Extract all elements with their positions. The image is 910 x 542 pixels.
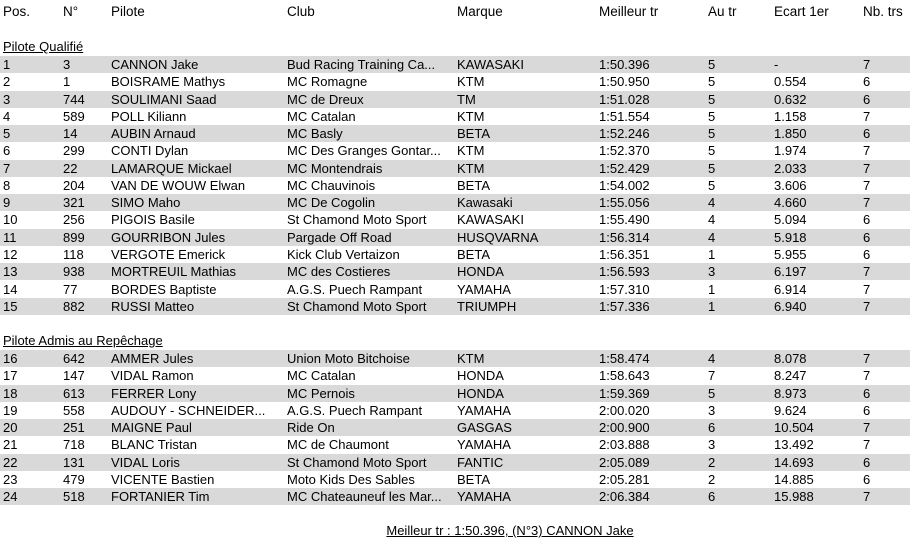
row-marque: HONDA xyxy=(457,264,504,280)
row-nb-trs: 7 xyxy=(863,160,871,176)
row-best-lap: 1:58.643 xyxy=(599,368,650,384)
row-au-tr: 3 xyxy=(708,264,716,280)
row-au-tr: 5 xyxy=(708,160,716,176)
row-best-lap: 1:52.370 xyxy=(599,143,650,159)
row-marque: YAMAHA xyxy=(457,281,511,297)
row-club: Moto Kids Des Sables xyxy=(287,471,415,487)
row-club: Pargade Off Road xyxy=(287,229,392,245)
row-best-lap: 1:55.056 xyxy=(599,195,650,211)
row-number: 204 xyxy=(63,177,85,193)
row-club: MC des Costieres xyxy=(287,264,391,280)
row-pilote: AUBIN Arnaud xyxy=(111,126,196,142)
row-pos: 9 xyxy=(3,195,11,211)
row-pos: 1 xyxy=(3,57,11,72)
row-pilote: AMMER Jules xyxy=(111,351,194,366)
row-marque: BETA xyxy=(457,471,490,487)
row-marque: Kawasaki xyxy=(457,195,513,211)
row-au-tr: 5 xyxy=(708,143,716,159)
table-row xyxy=(0,281,910,298)
row-ecart: 13.492 xyxy=(774,437,814,453)
row-club: MC Montendrais xyxy=(287,160,383,176)
row-best-lap: 1:58.474 xyxy=(599,351,650,366)
row-best-lap: 2:05.089 xyxy=(599,454,650,470)
row-club: MC Chateauneuf les Mar... xyxy=(287,489,442,505)
row-pos: 22 xyxy=(3,454,18,470)
row-best-lap: 2:05.281 xyxy=(599,471,650,487)
table-header xyxy=(0,3,910,21)
table-row xyxy=(0,108,910,125)
row-marque: KAWASAKI xyxy=(457,57,524,72)
row-pilote: FORTANIER Tim xyxy=(111,489,210,505)
row-pilote: VICENTE Bastien xyxy=(111,471,215,487)
header-club: Club xyxy=(287,4,315,19)
table-row xyxy=(0,211,910,228)
row-pos: 13 xyxy=(3,264,18,280)
row-best-lap: 1:59.369 xyxy=(599,385,650,401)
row-number: 613 xyxy=(63,385,85,401)
row-au-tr: 2 xyxy=(708,454,716,470)
table-row xyxy=(0,471,910,488)
row-best-lap: 1:51.028 xyxy=(599,91,650,107)
row-number: 77 xyxy=(63,281,78,297)
row-club: MC De Cogolin xyxy=(287,195,376,211)
row-pos: 16 xyxy=(3,351,18,366)
row-best-lap: 1:56.314 xyxy=(599,229,650,245)
row-au-tr: 4 xyxy=(708,351,716,366)
row-ecart: 15.988 xyxy=(774,489,814,505)
table-row xyxy=(0,177,910,194)
row-number: 256 xyxy=(63,212,85,228)
row-ecart: 5.955 xyxy=(774,246,807,262)
header-nb-trs: Nb. trs xyxy=(863,4,903,19)
row-pilote: VAN DE WOUW Elwan xyxy=(111,177,246,193)
header-num: N° xyxy=(63,4,79,19)
row-ecart: 14.693 xyxy=(774,454,814,470)
row-ecart: 1.158 xyxy=(774,108,807,124)
table-row xyxy=(0,229,910,246)
row-pilote: AUDOUY - SCHNEIDER... xyxy=(111,402,266,418)
row-au-tr: 5 xyxy=(708,177,716,193)
row-number: 1 xyxy=(63,74,71,90)
row-number: 642 xyxy=(63,351,85,366)
row-marque: KTM xyxy=(457,74,485,90)
row-pos: 7 xyxy=(3,160,11,176)
row-club: St Chamond Moto Sport xyxy=(287,298,427,314)
row-club: Bud Racing Training Ca... xyxy=(287,57,436,72)
row-pilote: MAIGNE Paul xyxy=(111,420,192,436)
row-ecart: 9.624 xyxy=(774,402,807,418)
table-row xyxy=(0,367,910,384)
row-nb-trs: 6 xyxy=(863,402,871,418)
row-club: A.G.S. Puech Rampant xyxy=(287,281,423,297)
row-best-lap: 1:55.490 xyxy=(599,212,650,228)
row-ecart: 5.094 xyxy=(774,212,807,228)
table-row xyxy=(0,160,910,177)
row-pos: 3 xyxy=(3,91,11,107)
row-ecart: 8.247 xyxy=(774,368,807,384)
row-ecart: 3.606 xyxy=(774,177,807,193)
row-nb-trs: 7 xyxy=(863,489,871,505)
row-number: 518 xyxy=(63,489,85,505)
table-row xyxy=(0,436,910,453)
row-club: Ride On xyxy=(287,420,335,436)
table-row xyxy=(0,246,910,263)
row-club: MC Catalan xyxy=(287,108,356,124)
row-ecart: 6.197 xyxy=(774,264,807,280)
table-row xyxy=(0,298,910,315)
row-club: Union Moto Bitchoise xyxy=(287,351,410,366)
row-marque: YAMAHA xyxy=(457,489,511,505)
header-pilote: Pilote xyxy=(111,4,145,19)
row-nb-trs: 6 xyxy=(863,454,871,470)
table-row xyxy=(0,194,910,211)
row-club: MC Catalan xyxy=(287,368,356,384)
row-club: MC Romagne xyxy=(287,74,368,90)
row-best-lap: 1:57.310 xyxy=(599,281,650,297)
row-nb-trs: 7 xyxy=(863,177,871,193)
table-row xyxy=(0,125,910,142)
row-pos: 2 xyxy=(3,74,11,90)
row-marque: HONDA xyxy=(457,368,504,384)
row-pos: 11 xyxy=(3,229,17,245)
row-pos: 21 xyxy=(3,437,18,453)
row-number: 131 xyxy=(63,454,85,470)
table-row xyxy=(0,56,910,73)
row-nb-trs: 7 xyxy=(863,195,871,211)
row-marque: TM xyxy=(457,91,476,107)
row-ecart: 8.973 xyxy=(774,385,807,401)
row-marque: KTM xyxy=(457,143,485,159)
row-best-lap: 2:00.020 xyxy=(599,402,650,418)
row-au-tr: 4 xyxy=(708,195,716,211)
row-nb-trs: 6 xyxy=(863,212,871,228)
row-au-tr: 5 xyxy=(708,108,716,124)
row-au-tr: 6 xyxy=(708,489,716,505)
row-ecart: 5.918 xyxy=(774,229,807,245)
row-marque: HONDA xyxy=(457,385,504,401)
row-nb-trs: 7 xyxy=(863,298,871,314)
row-pilote: VERGOTE Emerick xyxy=(111,246,226,262)
header-pos: Pos. xyxy=(3,4,31,19)
row-number: 22 xyxy=(63,160,78,176)
row-pilote: BORDES Baptiste xyxy=(111,281,217,297)
row-nb-trs: 7 xyxy=(863,108,871,124)
row-pilote: SOULIMANI Saad xyxy=(111,91,217,107)
row-nb-trs: 7 xyxy=(863,264,871,280)
row-nb-trs: 6 xyxy=(863,229,871,245)
row-ecart: 1.850 xyxy=(774,126,807,142)
row-pos: 4 xyxy=(3,108,11,124)
row-nb-trs: 7 xyxy=(863,281,871,297)
row-marque: HUSQVARNA xyxy=(457,229,539,245)
row-au-tr: 5 xyxy=(708,126,716,142)
table-row xyxy=(0,73,910,90)
row-club: Kick Club Vertaizon xyxy=(287,246,400,262)
row-number: 118 xyxy=(63,246,84,262)
row-ecart: 10.504 xyxy=(774,420,814,436)
row-club: St Chamond Moto Sport xyxy=(287,212,427,228)
row-pilote: CONTI Dylan xyxy=(111,143,189,159)
row-nb-trs: 6 xyxy=(863,74,871,90)
row-number: 14 xyxy=(63,126,78,142)
table-row xyxy=(0,385,910,402)
row-club: MC de Dreux xyxy=(287,91,364,107)
row-pilote: PIGOIS Basile xyxy=(111,212,195,228)
row-au-tr: 3 xyxy=(708,402,716,418)
row-best-lap: 2:00.900 xyxy=(599,420,650,436)
row-best-lap: 1:56.593 xyxy=(599,264,650,280)
row-marque: YAMAHA xyxy=(457,437,511,453)
row-ecart: 0.632 xyxy=(774,91,807,107)
row-nb-trs: 6 xyxy=(863,91,871,107)
row-pilote: BOISRAME Mathys xyxy=(111,74,226,90)
row-number: 299 xyxy=(63,143,85,159)
row-best-lap: 1:54.002 xyxy=(599,177,650,193)
row-ecart: 1.974 xyxy=(774,143,807,159)
row-club: MC Chauvinois xyxy=(287,177,376,193)
row-best-lap: 1:52.429 xyxy=(599,160,650,176)
row-pos: 20 xyxy=(3,420,18,436)
row-marque: TRIUMPH xyxy=(457,298,517,314)
row-pos: 24 xyxy=(3,489,18,505)
row-marque: KTM xyxy=(457,160,485,176)
row-number: 321 xyxy=(63,195,85,211)
row-club: MC Basly xyxy=(287,126,343,142)
row-pilote: BLANC Tristan xyxy=(111,437,197,453)
row-pilote: FERRER Lony xyxy=(111,385,197,401)
row-ecart: 4.660 xyxy=(774,195,807,211)
row-pilote: VIDAL Loris xyxy=(111,454,180,470)
row-ecart: - xyxy=(774,57,779,72)
row-pilote: GOURRIBON Jules xyxy=(111,229,226,245)
row-nb-trs: 7 xyxy=(863,143,871,159)
row-club: MC Pernois xyxy=(287,385,355,401)
row-nb-trs: 6 xyxy=(863,246,871,262)
header-ecart: Ecart 1er xyxy=(774,4,829,19)
table-row xyxy=(0,488,910,505)
row-au-tr: 4 xyxy=(708,229,716,245)
footer-best-lap: Meilleur tr : 1:50.396, (N°3) CANNON Jake xyxy=(386,523,634,538)
row-pos: 14 xyxy=(3,281,18,297)
row-number: 882 xyxy=(63,298,85,314)
row-au-tr: 7 xyxy=(708,368,716,384)
table-row xyxy=(0,454,910,471)
row-marque: KTM xyxy=(457,108,485,124)
row-pos: 15 xyxy=(3,298,18,314)
row-number: 558 xyxy=(63,402,85,418)
row-nb-trs: 7 xyxy=(863,368,871,384)
row-au-tr: 6 xyxy=(708,420,716,436)
row-best-lap: 1:57.336 xyxy=(599,298,650,314)
section-title: Pilote Qualifié xyxy=(3,39,84,54)
row-number: 718 xyxy=(63,437,85,453)
row-pilote: CANNON Jake xyxy=(111,57,199,72)
table-row xyxy=(0,350,910,367)
table-row xyxy=(0,402,910,419)
row-pos: 8 xyxy=(3,177,11,193)
row-ecart: 6.914 xyxy=(774,281,807,297)
row-au-tr: 3 xyxy=(708,437,716,453)
row-au-tr: 1 xyxy=(708,246,716,262)
header-au-tr: Au tr xyxy=(708,4,737,19)
header-meilleur: Meilleur tr xyxy=(599,4,659,19)
header-marque: Marque xyxy=(457,4,503,19)
row-pos: 19 xyxy=(3,402,18,418)
row-marque: BETA xyxy=(457,246,490,262)
row-pilote: RUSSI Matteo xyxy=(111,298,195,314)
table-row xyxy=(0,142,910,159)
row-ecart: 2.033 xyxy=(774,160,807,176)
row-au-tr: 1 xyxy=(708,281,716,297)
row-pos: 6 xyxy=(3,143,11,159)
row-ecart: 8.078 xyxy=(774,351,807,366)
row-nb-trs: 6 xyxy=(863,385,871,401)
row-au-tr: 5 xyxy=(708,74,716,90)
row-marque: KAWASAKI xyxy=(457,212,524,228)
row-pilote: VIDAL Ramon xyxy=(111,368,194,384)
row-pilote: MORTREUIL Mathias xyxy=(111,264,236,280)
table-row xyxy=(0,419,910,436)
row-marque: GASGAS xyxy=(457,420,512,436)
row-marque: FANTIC xyxy=(457,454,504,470)
row-au-tr: 5 xyxy=(708,385,716,401)
row-number: 744 xyxy=(63,91,85,107)
row-best-lap: 1:56.351 xyxy=(599,246,650,262)
row-au-tr: 4 xyxy=(708,212,716,228)
row-pos: 17 xyxy=(3,368,18,384)
row-number: 147 xyxy=(63,368,85,384)
row-pos: 10 xyxy=(3,212,18,228)
row-nb-trs: 7 xyxy=(863,420,871,436)
row-pilote: LAMARQUE Mickael xyxy=(111,160,232,176)
table-row xyxy=(0,91,910,108)
row-number: 3 xyxy=(63,57,71,72)
row-ecart: 0.554 xyxy=(774,74,807,90)
row-nb-trs: 6 xyxy=(863,126,871,142)
row-nb-trs: 7 xyxy=(863,351,871,366)
row-pos: 5 xyxy=(3,126,11,142)
row-club: St Chamond Moto Sport xyxy=(287,454,427,470)
row-best-lap: 1:50.950 xyxy=(599,74,650,90)
row-number: 938 xyxy=(63,264,85,280)
row-marque: BETA xyxy=(457,177,490,193)
row-number: 589 xyxy=(63,108,85,124)
row-best-lap: 1:51.554 xyxy=(599,108,650,124)
row-nb-trs: 7 xyxy=(863,57,871,72)
row-au-tr: 2 xyxy=(708,471,716,487)
row-au-tr: 5 xyxy=(708,91,716,107)
row-best-lap: 1:52.246 xyxy=(599,126,650,142)
row-club: MC Des Granges Gontar... xyxy=(287,143,441,159)
row-ecart: 14.885 xyxy=(774,471,814,487)
row-ecart: 6.940 xyxy=(774,298,807,314)
row-au-tr: 1 xyxy=(708,298,716,314)
row-best-lap: 1:50.396 xyxy=(599,57,650,72)
row-number: 899 xyxy=(63,229,85,245)
row-pos: 18 xyxy=(3,385,18,401)
row-au-tr: 5 xyxy=(708,57,716,72)
row-pilote: SIMO Maho xyxy=(111,195,181,211)
row-pilote: POLL Kiliann xyxy=(111,108,187,124)
row-number: 479 xyxy=(63,471,85,487)
row-best-lap: 2:03.888 xyxy=(599,437,650,453)
row-number: 251 xyxy=(63,420,85,436)
section-title: Pilote Admis au Repêchage xyxy=(3,333,163,348)
row-pos: 12 xyxy=(3,246,18,262)
row-club: A.G.S. Puech Rampant xyxy=(287,402,423,418)
row-nb-trs: 7 xyxy=(863,437,871,453)
row-pos: 23 xyxy=(3,471,18,487)
row-marque: KTM xyxy=(457,351,485,366)
table-row xyxy=(0,263,910,280)
row-club: MC de Chaumont xyxy=(287,437,389,453)
row-marque: YAMAHA xyxy=(457,402,511,418)
row-marque: BETA xyxy=(457,126,490,142)
row-nb-trs: 6 xyxy=(863,471,871,487)
row-best-lap: 2:06.384 xyxy=(599,489,650,505)
